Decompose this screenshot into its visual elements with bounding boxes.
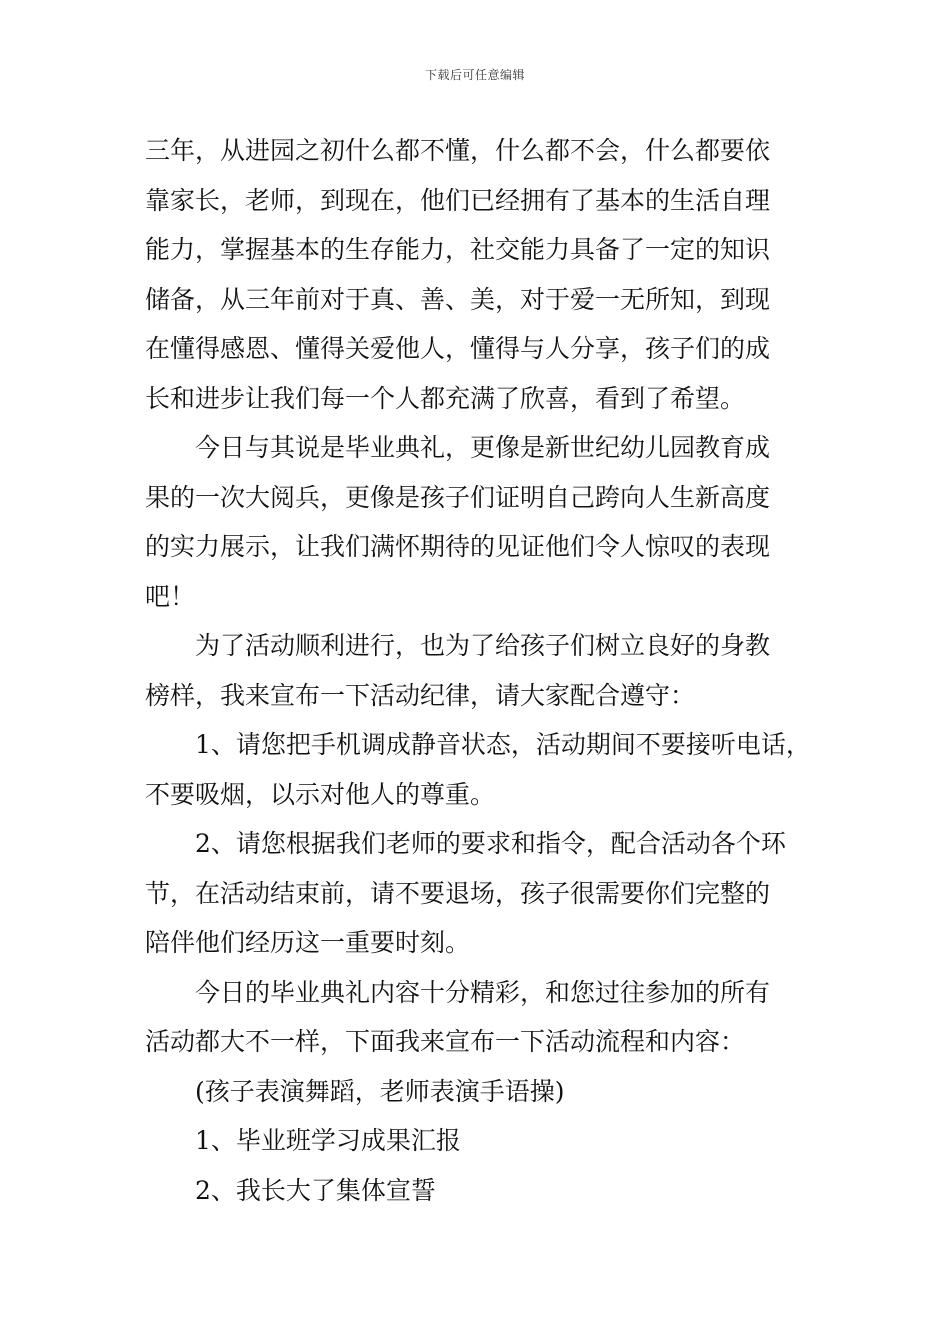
- text-line: (孩子表演舞蹈，老师表演手语操): [195, 1076, 565, 1106]
- text-line: 2、我长大了集体宣誓: [195, 1175, 436, 1205]
- page-header: 下载后可任意编辑: [424, 68, 525, 82]
- text-line: 2、请您根据我们老师的要求和指令，配合活动各个环: [195, 829, 786, 858]
- text-line: 1、请您把手机调成静音状态，活动期间不要接听电话，: [195, 730, 811, 759]
- text-line: 今日的毕业典礼内容十分精彩，和您过往参加的所有: [195, 977, 771, 1007]
- text-line: 长和进步让我们每一个人都充满了欣喜，看到了希望。: [145, 383, 746, 413]
- text-line: 活动都大不一样，下面我来宣布一下活动流程和内容：: [145, 1027, 746, 1056]
- text-line: 靠家长，老师，到现在，他们已经拥有了基本的生活自理: [145, 185, 771, 215]
- text-line: 的实力展示，让我们满怀期待的见证他们令人惊叹的表现: [145, 532, 771, 561]
- text-line: 在懂得感恩、懂得关爱他人，懂得与人分享，孩子们的成: [145, 334, 771, 363]
- document-body: [145, 126, 825, 1215]
- text-line: 吧！: [145, 581, 196, 611]
- text-line: 能力，掌握基本的生存能力，社交能力具备了一定的知识: [145, 235, 771, 264]
- text-line: 三年，从进园之初什么都不懂，什么都不会，什么都要依: [145, 136, 771, 165]
- text-line: 陪伴他们经历这一重要时刻。: [145, 928, 471, 957]
- text-line: 1、毕业班学习成果汇报: [195, 1126, 461, 1155]
- text-line: 果的一次大阅兵，更像是孩子们证明自己跨向人生新高度: [145, 482, 771, 512]
- text-line: 储备，从三年前对于真、善、美，对于爱一无所知，到现: [145, 284, 771, 314]
- text-line: 榜样，我来宣布一下活动纪律，请大家配合遵守：: [145, 680, 696, 710]
- text-line: 不要吸烟，以示对他人的尊重。: [145, 779, 496, 809]
- text-line: 节，在活动结束前，请不要退场，孩子很需要你们完整的: [145, 878, 771, 908]
- text-line: 为了活动顺利进行，也为了给孩子们树立良好的身教: [195, 631, 771, 660]
- text-line: 今日与其说是毕业典礼，更像是新世纪幼儿园教育成: [195, 433, 771, 462]
